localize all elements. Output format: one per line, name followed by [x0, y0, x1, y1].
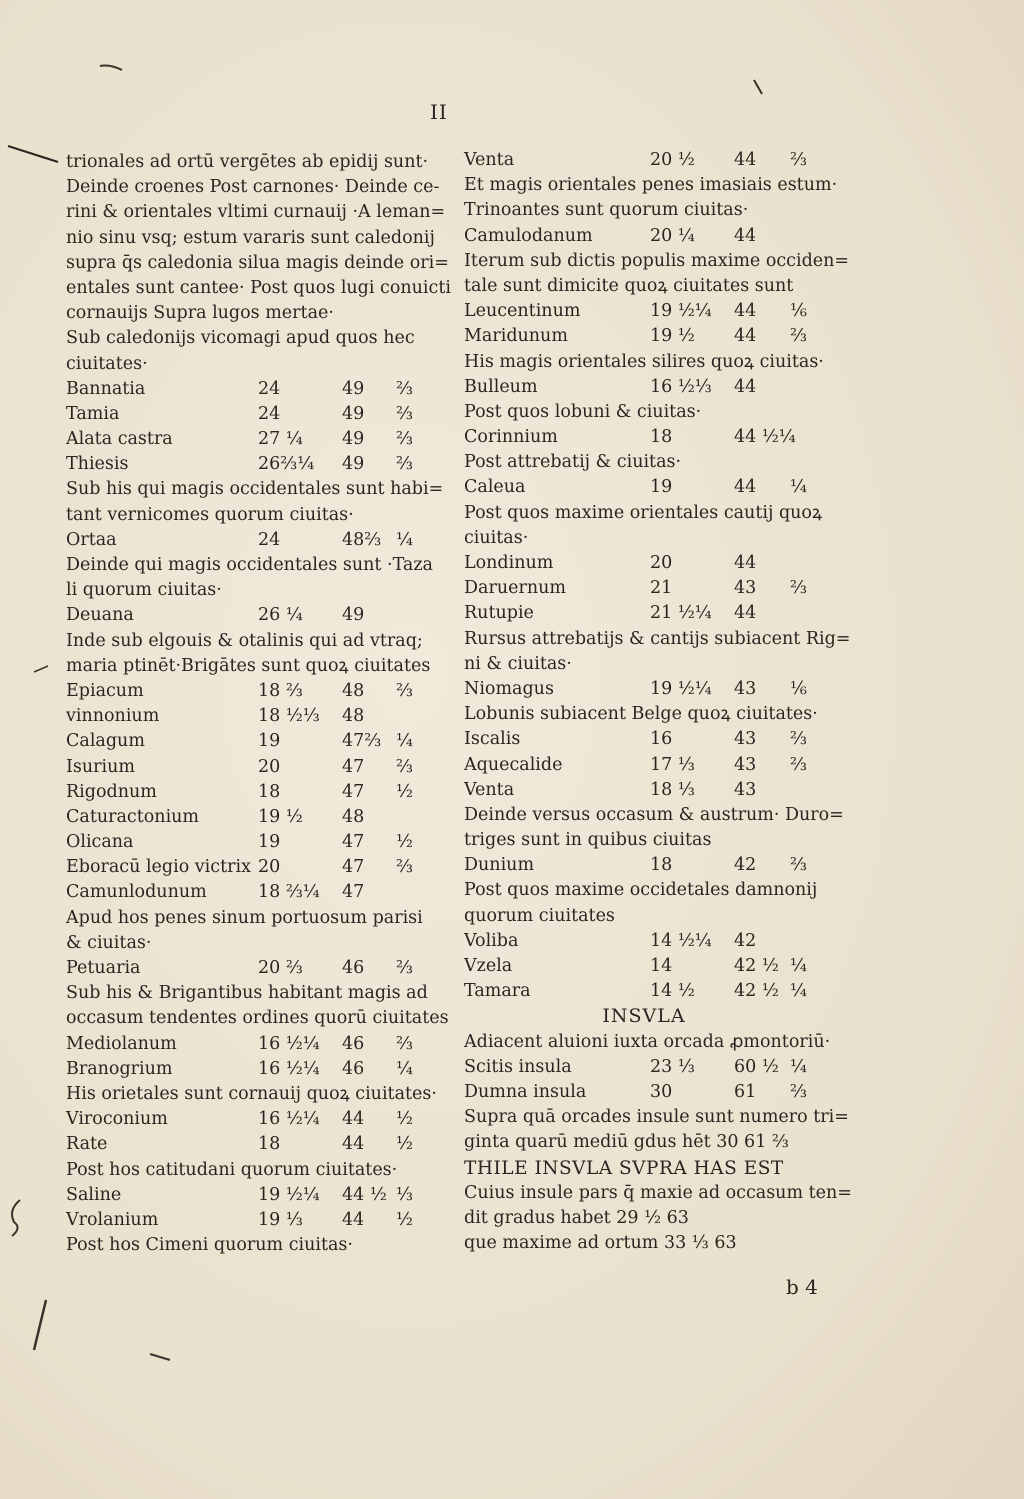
fraction-value: ½: [396, 1109, 413, 1130]
gazetteer-row: [464, 601, 824, 626]
latitude-value: 44 ½¼: [734, 427, 796, 448]
text-line: Sub his qui magis occidentales sunt habi=: [66, 479, 444, 500]
gazetteer-row: [66, 1032, 426, 1057]
latitude-value: 61: [734, 1081, 757, 1102]
latitude-value: 43: [734, 578, 757, 599]
latitude-value: 44: [734, 225, 757, 246]
gazetteer-row: [66, 402, 426, 427]
fraction-value: ⅔: [396, 680, 413, 701]
text-line: nio sinu vsq; estum vararis sunt caledonij: [66, 227, 435, 248]
fraction-value: ⅔: [790, 754, 807, 775]
fraction-value: ⅔: [790, 855, 807, 876]
gazetteer-row: [464, 778, 824, 803]
latitude-value: 48⅔: [342, 529, 382, 550]
fraction-value: ⅔: [396, 958, 413, 978]
longitude-value: 26⅔¼: [258, 454, 315, 475]
longitude-value: 16: [650, 729, 673, 750]
place-name: Olicana: [66, 832, 134, 853]
latitude-value: 60 ½: [734, 1056, 779, 1077]
fraction-value: ⅔: [790, 150, 807, 170]
longitude-value: 17 ⅓: [650, 754, 695, 775]
gazetteer-row: [66, 729, 426, 754]
text-line: Trinoantes sunt quorum ciuitas·: [464, 200, 749, 221]
place-name: Iscalis: [464, 729, 521, 750]
gazetteer-row: [464, 576, 824, 601]
latitude-value: 43: [734, 678, 757, 699]
place-name: Ortaa: [66, 529, 117, 550]
latitude-value: 43: [734, 754, 757, 775]
longitude-value: 18 ½⅓: [258, 706, 320, 727]
longitude-value: 21 ½¼: [650, 603, 712, 624]
latitude-value: 49: [342, 429, 365, 450]
gazetteer-row: [464, 979, 824, 1004]
fraction-value: ⅔: [396, 454, 413, 475]
longitude-value: 19: [258, 832, 281, 853]
text-line: ni & ciuitas·: [464, 653, 572, 674]
text-line: quorum ciuitates: [464, 905, 615, 926]
text-line: tale sunt dimicite quoꝝ ciuitates sunt: [464, 275, 794, 296]
latitude-value: 48: [342, 680, 365, 701]
latitude-value: 44: [734, 477, 757, 498]
text-line: ginta quarū mediū gdus hēt 30 61 ⅔: [464, 1132, 789, 1153]
longitude-value: 14: [650, 956, 673, 976]
gazetteer-row: [464, 475, 824, 500]
gazetteer-row: [66, 427, 426, 452]
fraction-value: ¼: [790, 477, 807, 498]
place-name: Camulodanum: [464, 225, 593, 246]
gazetteer-row: [66, 755, 426, 780]
gazetteer-row: [464, 727, 824, 752]
gazetteer-row: [464, 753, 824, 778]
gazetteer-row: [66, 679, 426, 704]
longitude-value: 20: [650, 553, 673, 573]
place-name: Viroconium: [66, 1109, 168, 1130]
text-line: Supra quā orcades insule sunt numero tri=: [464, 1107, 849, 1128]
latitude-value: 44: [342, 1109, 365, 1130]
text-line: Post hos Cimeni quorum ciuitas·: [66, 1235, 353, 1256]
place-name: Londinum: [464, 553, 554, 573]
latitude-value: 48: [342, 706, 365, 727]
gazetteer-row: [66, 603, 426, 628]
fraction-value: ½: [396, 1209, 413, 1230]
longitude-value: 19: [258, 731, 281, 752]
fraction-value: ⅔: [396, 403, 413, 424]
text-line: Lobunis subiacent Belge quoꝝ ciuitates·: [464, 704, 818, 725]
gazetteer-row: [464, 324, 824, 349]
latitude-value: 44: [342, 1209, 365, 1230]
latitude-value: 44: [734, 150, 757, 170]
longitude-value: 27 ¼: [258, 429, 303, 450]
text-line: Inde sub elgouis & otalinis qui ad vtraq;: [66, 630, 423, 651]
gazetteer-row: [464, 148, 824, 173]
gazetteer-row: [66, 1107, 426, 1132]
latitude-value: 44: [734, 301, 757, 322]
place-name: Isurium: [66, 756, 135, 777]
place-name: Venta: [464, 779, 515, 800]
place-name: Camunlodunum: [66, 882, 207, 903]
gazetteer-row: [66, 780, 426, 805]
place-name: Vzela: [464, 956, 513, 976]
longitude-value: 24: [258, 403, 281, 424]
latitude-value: 44: [734, 603, 757, 624]
place-name: Voliba: [464, 930, 519, 951]
gazetteer-row: [66, 1208, 426, 1233]
fraction-value: ⅔: [396, 378, 413, 399]
text-line: Deinde croenes Post carnones· Deinde ce-: [66, 177, 440, 198]
text-line: tant vernicomes quorum ciuitas·: [66, 504, 354, 525]
text-line: cornauijs Supra lugos mertae·: [66, 303, 334, 324]
gazetteer-row: [464, 677, 824, 702]
gazetteer-row: [464, 224, 824, 249]
fraction-value: ⅔: [396, 1033, 413, 1054]
longitude-value: 16 ½¼: [258, 1058, 320, 1079]
place-name: Aquecalide: [464, 754, 563, 775]
gazetteer-row: [66, 377, 426, 402]
longitude-value: 14 ½: [650, 981, 695, 1002]
fraction-value: ¼: [396, 731, 413, 752]
text-line: Sub his & Brigantibus habitant magis ad: [66, 983, 428, 1004]
fraction-value: ⅔: [790, 729, 807, 750]
fraction-value: ⅔: [396, 857, 413, 878]
folio-number: II: [430, 100, 448, 124]
text-line: Apud hos penes sinum portuosum parisi: [66, 907, 423, 928]
fraction-value: ¼: [396, 1058, 413, 1079]
longitude-value: 18 ⅓: [650, 779, 695, 800]
place-name: Venta: [464, 150, 515, 170]
gazetteer-row: [66, 855, 426, 880]
longitude-value: 20: [258, 756, 281, 777]
gazetteer-row: [66, 1183, 426, 1208]
longitude-value: 18 ⅔: [258, 680, 303, 701]
fraction-value: ⅔: [396, 429, 413, 450]
place-name: Caturactonium: [66, 806, 200, 827]
latitude-value: 46: [342, 1058, 365, 1079]
place-name: Corinnium: [464, 427, 558, 448]
gazetteer-row: [66, 528, 426, 553]
gazetteer-row: [464, 1080, 824, 1105]
text-line: trionales ad ortū vergētes ab epidij sunt·: [66, 152, 429, 172]
latitude-value: 49: [342, 605, 365, 626]
longitude-value: 19 ⅓: [258, 1209, 303, 1230]
place-name: vinnonium: [66, 706, 160, 727]
latitude-value: 44: [342, 1134, 365, 1155]
longitude-value: 18: [258, 1134, 281, 1155]
longitude-value: 19 ½¼: [650, 678, 712, 699]
text-line: triges sunt in quibus ciuitas: [464, 830, 712, 851]
place-name: Tamara: [464, 981, 531, 1002]
latitude-value: 47⅔: [342, 731, 382, 752]
place-name: Petuaria: [66, 958, 141, 978]
place-name: Deuana: [66, 605, 134, 626]
place-name: Vrolanium: [66, 1209, 159, 1230]
place-name: Mediolanum: [66, 1033, 177, 1054]
latitude-value: 44: [734, 376, 757, 397]
text-line: dit gradus habet 29 ½ 63: [464, 1207, 689, 1228]
place-name: Tamia: [66, 403, 120, 424]
text-line: ciuitas·: [464, 527, 529, 548]
signature-mark: b 4: [786, 1275, 818, 1299]
latitude-value: 46: [342, 1033, 365, 1054]
longitude-value: 19 ½¼: [258, 1184, 320, 1205]
text-line: Post quos lobuni & ciuitas·: [464, 401, 702, 422]
text-line: Rursus attrebatijs & cantijs subiacent Rig=: [464, 628, 851, 649]
longitude-value: 20 ⅔: [258, 958, 303, 978]
latitude-value: 42 ½: [734, 981, 779, 1002]
latitude-value: 48: [342, 806, 365, 827]
gazetteer-row: [66, 1132, 426, 1157]
longitude-value: 23 ⅓: [650, 1056, 695, 1077]
latitude-value: 42: [734, 855, 757, 876]
place-name: Calagum: [66, 731, 145, 752]
longitude-value: 19 ½: [650, 326, 695, 347]
gazetteer-row: [66, 956, 426, 981]
right-column: [464, 148, 852, 1256]
latitude-value: 42: [734, 930, 757, 951]
latitude-value: 49: [342, 403, 365, 424]
text-line: supra q̄s caledonia silua magis deinde ori=: [66, 252, 449, 273]
text-line: Post quos maxime orientales cautij quoꝝ: [464, 502, 823, 523]
place-name: Maridunum: [464, 326, 568, 347]
longitude-value: 24: [258, 529, 281, 550]
capital-heading-line: THILE INSVLA SVPRA HAS EST: [464, 1157, 784, 1179]
fraction-value: ⅓: [396, 1184, 413, 1205]
longitude-value: 20 ¼: [650, 225, 695, 246]
fraction-value: ½: [396, 832, 413, 853]
place-name: Epiacum: [66, 680, 144, 701]
text-line: Et magis orientales penes imasiais estum·: [464, 175, 838, 196]
longitude-value: 18: [650, 427, 673, 448]
place-name: Alata castra: [66, 429, 173, 450]
gazetteer-row: [464, 551, 824, 576]
fraction-value: ⅙: [790, 301, 807, 322]
gazetteer-row: [66, 830, 426, 855]
latitude-value: 47: [342, 832, 365, 853]
section-heading: INSVLA: [602, 1005, 686, 1028]
fraction-value: ⅔: [396, 756, 413, 777]
place-name: Scitis insula: [464, 1056, 572, 1077]
text-line: Post attrebatij & ciuitas·: [464, 452, 682, 473]
latitude-value: 49: [342, 378, 365, 399]
place-name: Niomagus: [464, 678, 554, 699]
left-column: [66, 150, 451, 1258]
latitude-value: 47: [342, 857, 365, 878]
place-name: Branogrium: [66, 1058, 173, 1079]
text-line: entales sunt cantee· Post quos lugi conuicti: [66, 277, 451, 298]
longitude-value: 19 ½¼: [650, 301, 712, 322]
place-name: Saline: [66, 1184, 122, 1205]
gazetteer-row: [464, 1055, 824, 1080]
longitude-value: 30: [650, 1081, 673, 1102]
longitude-value: 16 ½⅓: [650, 376, 712, 397]
text-line: His orietales sunt cornauij quoꝝ ciuitates·: [66, 1083, 437, 1104]
place-name: Eboracū legio victrix: [66, 857, 251, 878]
place-name: Caleua: [464, 477, 526, 498]
place-name: Rutupie: [464, 603, 534, 624]
gazetteer-row: [464, 929, 824, 954]
longitude-value: 16 ½¼: [258, 1033, 320, 1054]
fraction-value: ¼: [396, 529, 413, 550]
text-line: rini & orientales vltimi curnauij ·A leman=: [66, 202, 446, 223]
gazetteer-row: [464, 954, 824, 979]
fraction-value: ⅔: [790, 1081, 807, 1102]
latitude-value: 47: [342, 781, 365, 802]
longitude-value: 20 ½: [650, 150, 695, 170]
latitude-value: 49: [342, 454, 365, 475]
fraction-value: ¼: [790, 956, 807, 976]
fraction-value: ⅔: [790, 578, 807, 599]
longitude-value: 21: [650, 578, 673, 599]
latitude-value: 47: [342, 756, 365, 777]
gazetteer-row: [464, 299, 824, 324]
place-name: Leucentinum: [464, 301, 581, 322]
longitude-value: 18: [258, 781, 281, 802]
latitude-value: 43: [734, 729, 757, 750]
text-line: Deinde versus occasum & austrum· Duro=: [464, 804, 844, 825]
gazetteer-row: [66, 1057, 426, 1082]
longitude-value: 19: [650, 477, 673, 498]
text-line: Adiacent aluioni iuxta orcada ꝓmontoriū·: [464, 1031, 831, 1052]
gazetteer-row: [66, 452, 426, 477]
text-line: occasum tendentes ordines quorū ciuitates: [66, 1008, 449, 1029]
text-line: & ciuitas·: [66, 932, 152, 953]
gazetteer-row: [464, 425, 824, 450]
longitude-value: 14 ½¼: [650, 930, 712, 951]
place-name: Rate: [66, 1134, 108, 1155]
text-line: que maxime ad ortum 33 ⅓ 63: [464, 1233, 737, 1254]
longitude-value: 26 ¼: [258, 605, 303, 626]
place-name: Rigodnum: [66, 781, 157, 802]
text-line: Post quos maxime occidetales damnonij: [464, 880, 818, 901]
longitude-value: 18 ⅔¼: [258, 882, 320, 903]
latitude-value: 43: [734, 779, 757, 800]
text-line: li quorum ciuitas·: [66, 580, 222, 601]
place-name: Dunium: [464, 855, 535, 876]
longitude-value: 24: [258, 378, 281, 399]
fraction-value: ¼: [790, 981, 807, 1002]
gazetteer-row: [464, 853, 824, 878]
fraction-value: ¼: [790, 1056, 807, 1077]
text-line: ciuitates·: [66, 353, 148, 374]
text-line: maria ptinēt·Brigātes sunt quoꝝ ciuitates: [66, 655, 431, 676]
longitude-value: 16 ½¼: [258, 1109, 320, 1130]
text-line: Post hos catitudani quorum ciuitates·: [66, 1159, 398, 1180]
fraction-value: ⅙: [790, 678, 807, 699]
text-line: Deinde qui magis occidentales sunt ·Taza: [66, 555, 433, 575]
gazetteer-row: [66, 704, 426, 729]
gazetteer-row: [66, 880, 426, 905]
latitude-value: 42 ½: [734, 956, 779, 976]
fraction-value: ⅔: [790, 326, 807, 347]
place-name: Dumna insula: [464, 1081, 587, 1102]
fraction-value: ½: [396, 1134, 413, 1155]
gazetteer-row: [464, 375, 824, 400]
text-line: Sub caledonijs vicomagi apud quos hec: [66, 328, 415, 349]
latitude-value: 44 ½: [342, 1184, 387, 1205]
text-line: His magis orientales silires quoꝝ ciuitas·: [464, 351, 824, 372]
latitude-value: 44: [734, 326, 757, 347]
text-line: Cuius insule pars q̄ maxie ad occasum ten=: [464, 1182, 852, 1203]
place-name: Thiesis: [66, 454, 129, 475]
gazetteer-row: [66, 805, 426, 830]
place-name: Bannatia: [66, 378, 146, 399]
latitude-value: 47: [342, 882, 365, 903]
text-line: Iterum sub dictis populis maxime occiden=: [464, 250, 850, 271]
latitude-value: 46: [342, 958, 365, 978]
longitude-value: 20: [258, 857, 281, 878]
fraction-value: ½: [396, 781, 413, 802]
place-name: Bulleum: [464, 376, 538, 397]
latitude-value: 44: [734, 553, 757, 573]
longitude-value: 19 ½: [258, 806, 303, 827]
place-name: Daruernum: [464, 578, 566, 599]
longitude-value: 18: [650, 855, 673, 876]
